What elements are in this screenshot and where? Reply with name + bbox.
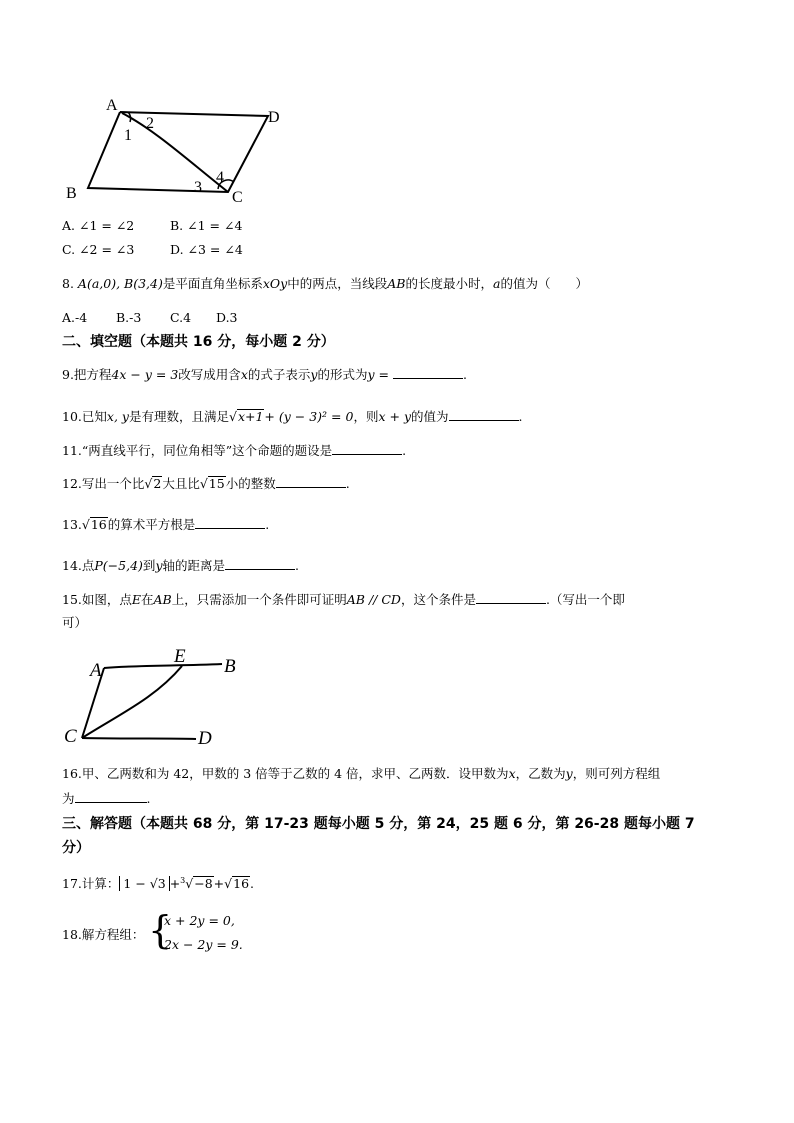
q16-end: .: [146, 791, 151, 806]
question-14: [62, 557, 299, 574]
q10-mid: 是有理数，且满足: [128, 409, 229, 424]
fig2-label-D: D: [198, 728, 212, 749]
figure-parallel-lines: [60, 642, 250, 752]
q10-radicand: x+1: [237, 409, 264, 424]
fig1-angle-2: 2: [146, 115, 154, 132]
question-12: 12.写出一个比√2大且比√15小的整数 .: [62, 476, 350, 491]
q8-a: a: [492, 276, 501, 291]
q13-root: 16: [90, 517, 107, 532]
q8-points: A(a,0), B(3,4): [77, 276, 163, 291]
q7-option-a: A. ∠1 = ∠2: [62, 218, 135, 233]
section-3-heading-line-2: 分）: [62, 840, 90, 856]
q10-answer-blank[interactable]: [449, 408, 519, 421]
q10-rest: + (y − 3)² = 0: [264, 409, 354, 424]
fig2-label-E: E: [174, 646, 186, 667]
q8-number: 8.: [62, 276, 74, 291]
question-10: 10.已知x, y是有理数，且满足√x+1+ (y − 3)² = 0，则x + y的值为 .: [62, 409, 523, 424]
q14-post: 轴的距离是: [162, 558, 226, 573]
q14-end: .: [295, 558, 299, 573]
q13-pre: 13.: [62, 517, 82, 532]
q9-answer-blank[interactable]: [393, 366, 463, 379]
q8-text-3: 的长度最小时，: [405, 276, 493, 291]
fig1-angle-4: 4: [216, 169, 224, 186]
fig2-label-C: C: [64, 726, 77, 747]
q9-x: x: [240, 367, 248, 382]
q17-abs: 1 − √3: [119, 876, 169, 891]
q10-mid2: ，则: [353, 409, 379, 424]
q9-mid2: 的式子表示: [247, 367, 311, 382]
q10-xy: x, y: [106, 409, 129, 424]
q13-end: .: [265, 517, 270, 532]
question-17: 17.计算： 1 − √3 +$^3$√−8+√16.: [62, 876, 255, 892]
q14-answer-blank[interactable]: [225, 557, 295, 570]
q9-mid: 改写成用含: [178, 367, 241, 382]
fig2-line-cd: [82, 738, 196, 739]
fig2-label-A: A: [90, 660, 102, 681]
q12-post: 小的整数: [225, 476, 276, 491]
q17-end: .: [250, 876, 255, 892]
q17-pre: 17.计算：: [62, 876, 120, 892]
q14-mid: 到: [142, 558, 156, 573]
q10-pre: 10.已知: [62, 409, 107, 424]
q18-equation-2: 2x − 2y = 9.: [164, 937, 243, 952]
q15-line-2: 可）: [62, 615, 88, 630]
question-9: [62, 366, 467, 383]
q7-option-c: C. ∠2 = ∠3: [62, 242, 135, 257]
fig1-label-C: C: [232, 189, 243, 206]
q10-end: .: [518, 409, 523, 424]
fig1-angle-1: 1: [124, 127, 132, 144]
q15-e: E: [131, 592, 142, 607]
q7-option-d: D. ∠3 = ∠4: [170, 242, 243, 257]
section-2-heading: 二、填空题（本题共 16 分，每小题 2 分）: [62, 334, 335, 350]
q9-y: y: [310, 367, 318, 382]
q14-point: P(−5,4): [94, 558, 143, 573]
q9-pre: 9.把方程: [62, 367, 112, 382]
q16-answer-blank[interactable]: [75, 790, 147, 803]
fig2-label-B: B: [224, 656, 236, 677]
fig1-angle-3: 3: [194, 179, 202, 196]
question-8: [62, 276, 588, 292]
q17-cube-radicand: −8: [194, 876, 213, 892]
q9-yeq: y =: [367, 367, 389, 382]
q14-y: y: [155, 558, 163, 573]
q18-label: 18.解方程组：: [62, 927, 145, 942]
q11-text: 11.“两直线平行，同位角相等”这个命题的题设是: [62, 443, 333, 458]
q15-mid2: 上，只需添加一个条件即可证明: [171, 592, 347, 607]
q15-parallel: AB // CD: [346, 592, 401, 607]
fig1-label-D: D: [268, 109, 280, 126]
q12-root-1: 2: [153, 476, 162, 491]
q11-answer-blank[interactable]: [332, 442, 402, 455]
q16-line-2-text: 为: [62, 791, 75, 806]
q18-brace: {: [148, 908, 173, 952]
fig1-diagonal: [122, 113, 228, 192]
fig1-label-A: A: [106, 97, 118, 114]
question-11: [62, 442, 406, 459]
q15-end: .（写出一个即: [545, 592, 625, 607]
q16-line-1: 16.甲、乙两数和为 42，甲数的 3 倍等于乙数的 4 倍，求甲、乙两数．设甲数为: [62, 766, 509, 781]
q8-text-4: 的值为（ ）: [500, 276, 588, 291]
q8-option-c: C.4: [170, 310, 192, 325]
q8-xoy: xOy: [262, 276, 288, 291]
q16-line-2: [62, 790, 151, 807]
q9-end: .: [462, 367, 467, 382]
q15-answer-blank[interactable]: [476, 591, 546, 604]
question-15: [62, 591, 625, 608]
q7-option-b: B. ∠1 = ∠4: [170, 218, 243, 233]
q15-pre: 15.如图，点: [62, 592, 132, 607]
q16-y: y: [565, 766, 573, 781]
q14-pre: 14.点: [62, 558, 95, 573]
question-16: [62, 766, 660, 782]
q12-end: .: [345, 476, 350, 491]
q8-text-2: 中的两点，当线段: [287, 276, 388, 291]
q15-ab: AB: [153, 592, 172, 607]
q17-cube-index: 3: [180, 876, 186, 885]
q13-answer-blank[interactable]: [195, 516, 265, 529]
q15-post: ，这个条件是: [400, 592, 476, 607]
q10-post: 的值为: [411, 409, 449, 424]
q12-mid: 大且比: [162, 476, 200, 491]
q13-post: 的算术平方根是: [107, 517, 196, 532]
q12-root-2: 15: [208, 476, 225, 491]
fig1-label-B: B: [66, 185, 77, 202]
q8-option-b: B.-3: [116, 310, 142, 325]
question-13: 13.√16的算术平方根是 .: [62, 517, 270, 532]
q8-option-d: D.3: [216, 310, 238, 325]
q12-pre: 12.写出一个比: [62, 476, 145, 491]
q9-post: 的形式为: [317, 367, 368, 382]
q9-equation: 4x − y = 3: [111, 367, 179, 382]
q12-answer-blank[interactable]: [276, 475, 346, 488]
q8-text-1: 是平面直角坐标系: [162, 276, 263, 291]
q16-post: ，则可列方程组: [572, 766, 661, 781]
q16-x: x: [508, 766, 516, 781]
figure-parallelogram: [60, 92, 300, 207]
q15-mid: 在: [141, 592, 154, 607]
q8-ab: AB: [387, 276, 406, 291]
q16-mid: ，乙数为: [515, 766, 566, 781]
q11-end: .: [402, 443, 407, 458]
section-3-heading: 三、解答题（本题共 68 分，第 17-23 题每小题 5 分，第 24，25 题 6 分，第 26-28 题每小题 7: [62, 816, 695, 832]
fig2-line-ab: [104, 664, 222, 668]
q18-equation-1: x + 2y = 0,: [164, 913, 235, 928]
q8-option-a: A.-4: [62, 310, 88, 325]
q17-sqrt-radicand: 16: [233, 876, 250, 892]
q10-sum: x + y: [378, 409, 412, 424]
